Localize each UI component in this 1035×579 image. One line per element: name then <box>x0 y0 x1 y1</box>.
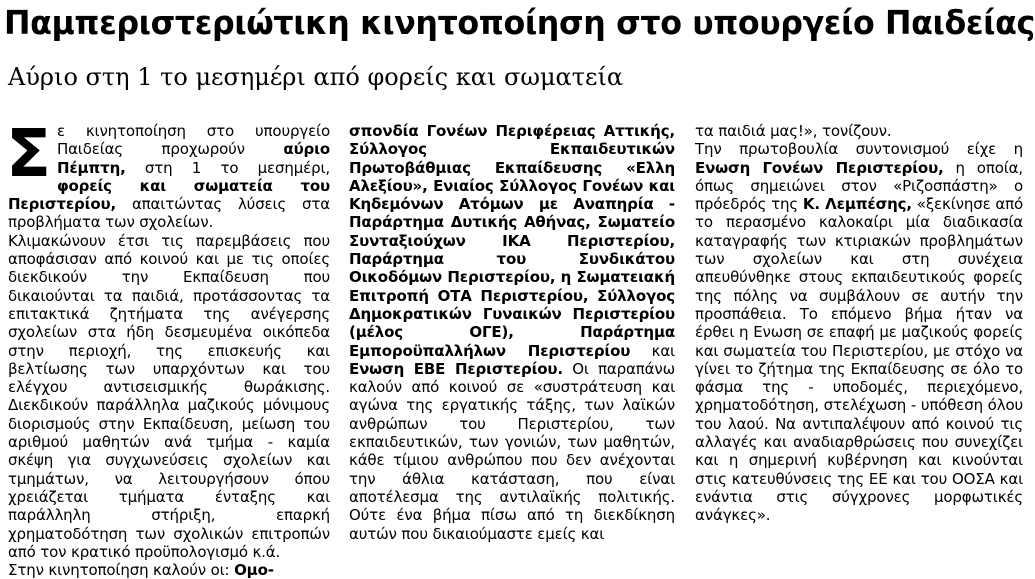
column-3-text: Την πρωτοβουλία συντονισμού είχε η <box>695 140 1023 159</box>
column-2-bold-organizations: σπονδία Γονέων Περιφέρειας Αττικής, Σύλλογος Εκπαιδευτικών Πρωτοβάθμιας Εκπαίδευσης «Ελλη Αλεξίου», Ενιαίος Σύλλογος Γονέων και Κηδεμόνων Ατόμων με Αναπηρία - Παράρτημα Δυτικής Αθήνας, Σωματείο Συνταξιούχων ΙΚΑ Περιστερίου, Παράρτημα του Συνδικάτου Οικοδόμων Περιστερίου, η Σωματειακή Επιτροπή ΟΤΑ Περιστερίου, Σύλλογος Δημοκρατικών Γυναικών Περιστερίου (μέλος ΟΓΕ), Παράρτημα Εμποροϋπαλλήλων Περιστερίου <box>349 122 675 360</box>
article-column-2 <box>349 122 675 556</box>
column-2-text: Οι παραπάνω καλούν από κοινού σε «συστράτευση και αγώνα της εργατικής τάξης, των λαϊκών ανθρώπων του Περιστερίου, των εκπαιδευτικών, των γονιών, των μαθητών, κάθε τίμιου ανθρώπου που δεν ανέχονται την άθλια κατάσταση, που είναι αποτέλεσμα της αντιλαϊκής πολιτικής. Ούτε ένα βήμα πίσω από τη διεκδίκηση αυτών που δικαιούμαστε εμείς και <box>349 359 675 543</box>
column-1-bold-organizers: φορείς και σωματεία του Περιστερίου, <box>8 176 330 214</box>
article-headline: Παμπεριστεριώτικη κινητοποίηση στο υπουργείο Παιδείας <box>4 3 1035 42</box>
column-3-text: «ξεκίνησε από το περασμένο καλοκαίρι μία διαδικασία καταγραφής των κτιριακών προβλημάτων των σχολείων και στη συνέχεια απευθύνθηκε στους εκπαιδευτικούς φορείς της πόλης να συμβάλουν σε αυτήν την προσπάθεια. Το επόμενο βήμα ήταν να έρθει η Ενωση σε επαφή με μαζικούς φορείς και σωματεία του Περιστερίου, με στόχο να γίνει το ζήτημα της Εκπαίδευσης σε όλο το φάσμα της - υποδομές, περιεχόμενο, χρηματοδότηση, στελέχωση - υπόθεση όλου του λαού. Να αντιπαλέψουν από κοινού τις αλλαγές και αναδιαρθρώσεις που συνεχίζει και η σημερινή κυβέρνηση και κινούνται στις κατευθύνσεις της ΕΕ και του ΟΟΣΑ και ενάντια στις σύγχρονες μορφωτικές ανάγκες». <box>695 195 1023 525</box>
column-1-paragraph-2: Κλιμακώνουν έτσι τις παρεμβάσεις που αποφάσισαν από κοινού και με τις οποίες διεκδικούν την Εκπαίδευση που δικαιούνται τα παιδιά, προτάσσοντας τα επιτακτικά ζητήματα της ανέγερσης σχολείων στα ήδη δεσμευμένα οικόπεδα στην περιοχή, της επισκευής και βελτίωσης των υπαρχόντων και του ελέγχου αντισεισμικής θωράκισης. Διεκδικούν παράλληλα μαζικούς μόνιμους διορισμούς στην Εκπαίδευση, μείωση του αριθμού μαθητών ανά τμήμα - καμία σκέψη για συγχωνεύσεις σχολείων και τμημάτων, να λειτουργήσουν όπου χρειάζεται τμήματα ένταξης και παράλληλη στήριξη, επαρκή χρηματοδότηση των σχολικών επιτροπών από τον κρατικό προϋπολογισμό κ.ά. <box>8 231 330 561</box>
column-2-bold-union: Ενωση ΕΒΕ Περιστερίου. <box>349 359 563 378</box>
column-3-bold-parents-union: Ενωση Γονέων Περιστερίου, <box>695 158 944 177</box>
article-column-1 <box>6 115 330 579</box>
column-1-text: Στην κινητοποίηση καλούν οι: <box>8 561 235 579</box>
column-1-text: στη 1 το μεσημέρι, <box>125 158 330 177</box>
column-3-text: η οποία, όπως σημειώνει στον «Ριζοσπάστη» ο πρόεδρός της <box>695 158 1024 214</box>
column-1-bold-date: αύριο Πέμπτη, <box>56 140 330 177</box>
column-1-bold-continuation: Ομο- <box>234 561 274 579</box>
article-column-3 <box>695 122 1023 556</box>
column-1-text: απαιτώντας λύσεις στα προβλήματα των σχολείων. <box>8 195 330 232</box>
column-1-text: ε κινητοποίηση στο υπουργείο Παιδείας προχωρούν <box>56 122 330 159</box>
column-2-text: και <box>630 341 675 360</box>
column-3-paragraph-1: τα παιδιά μας!», τονίζουν. <box>695 122 892 140</box>
article-subheadline: Αύριο στη 1 το μεσημέρι από φορείς και σωματεία <box>8 63 624 91</box>
column-3-bold-president: Κ. Λεμπέσης, <box>802 195 912 214</box>
drop-cap: Σ <box>6 115 51 192</box>
